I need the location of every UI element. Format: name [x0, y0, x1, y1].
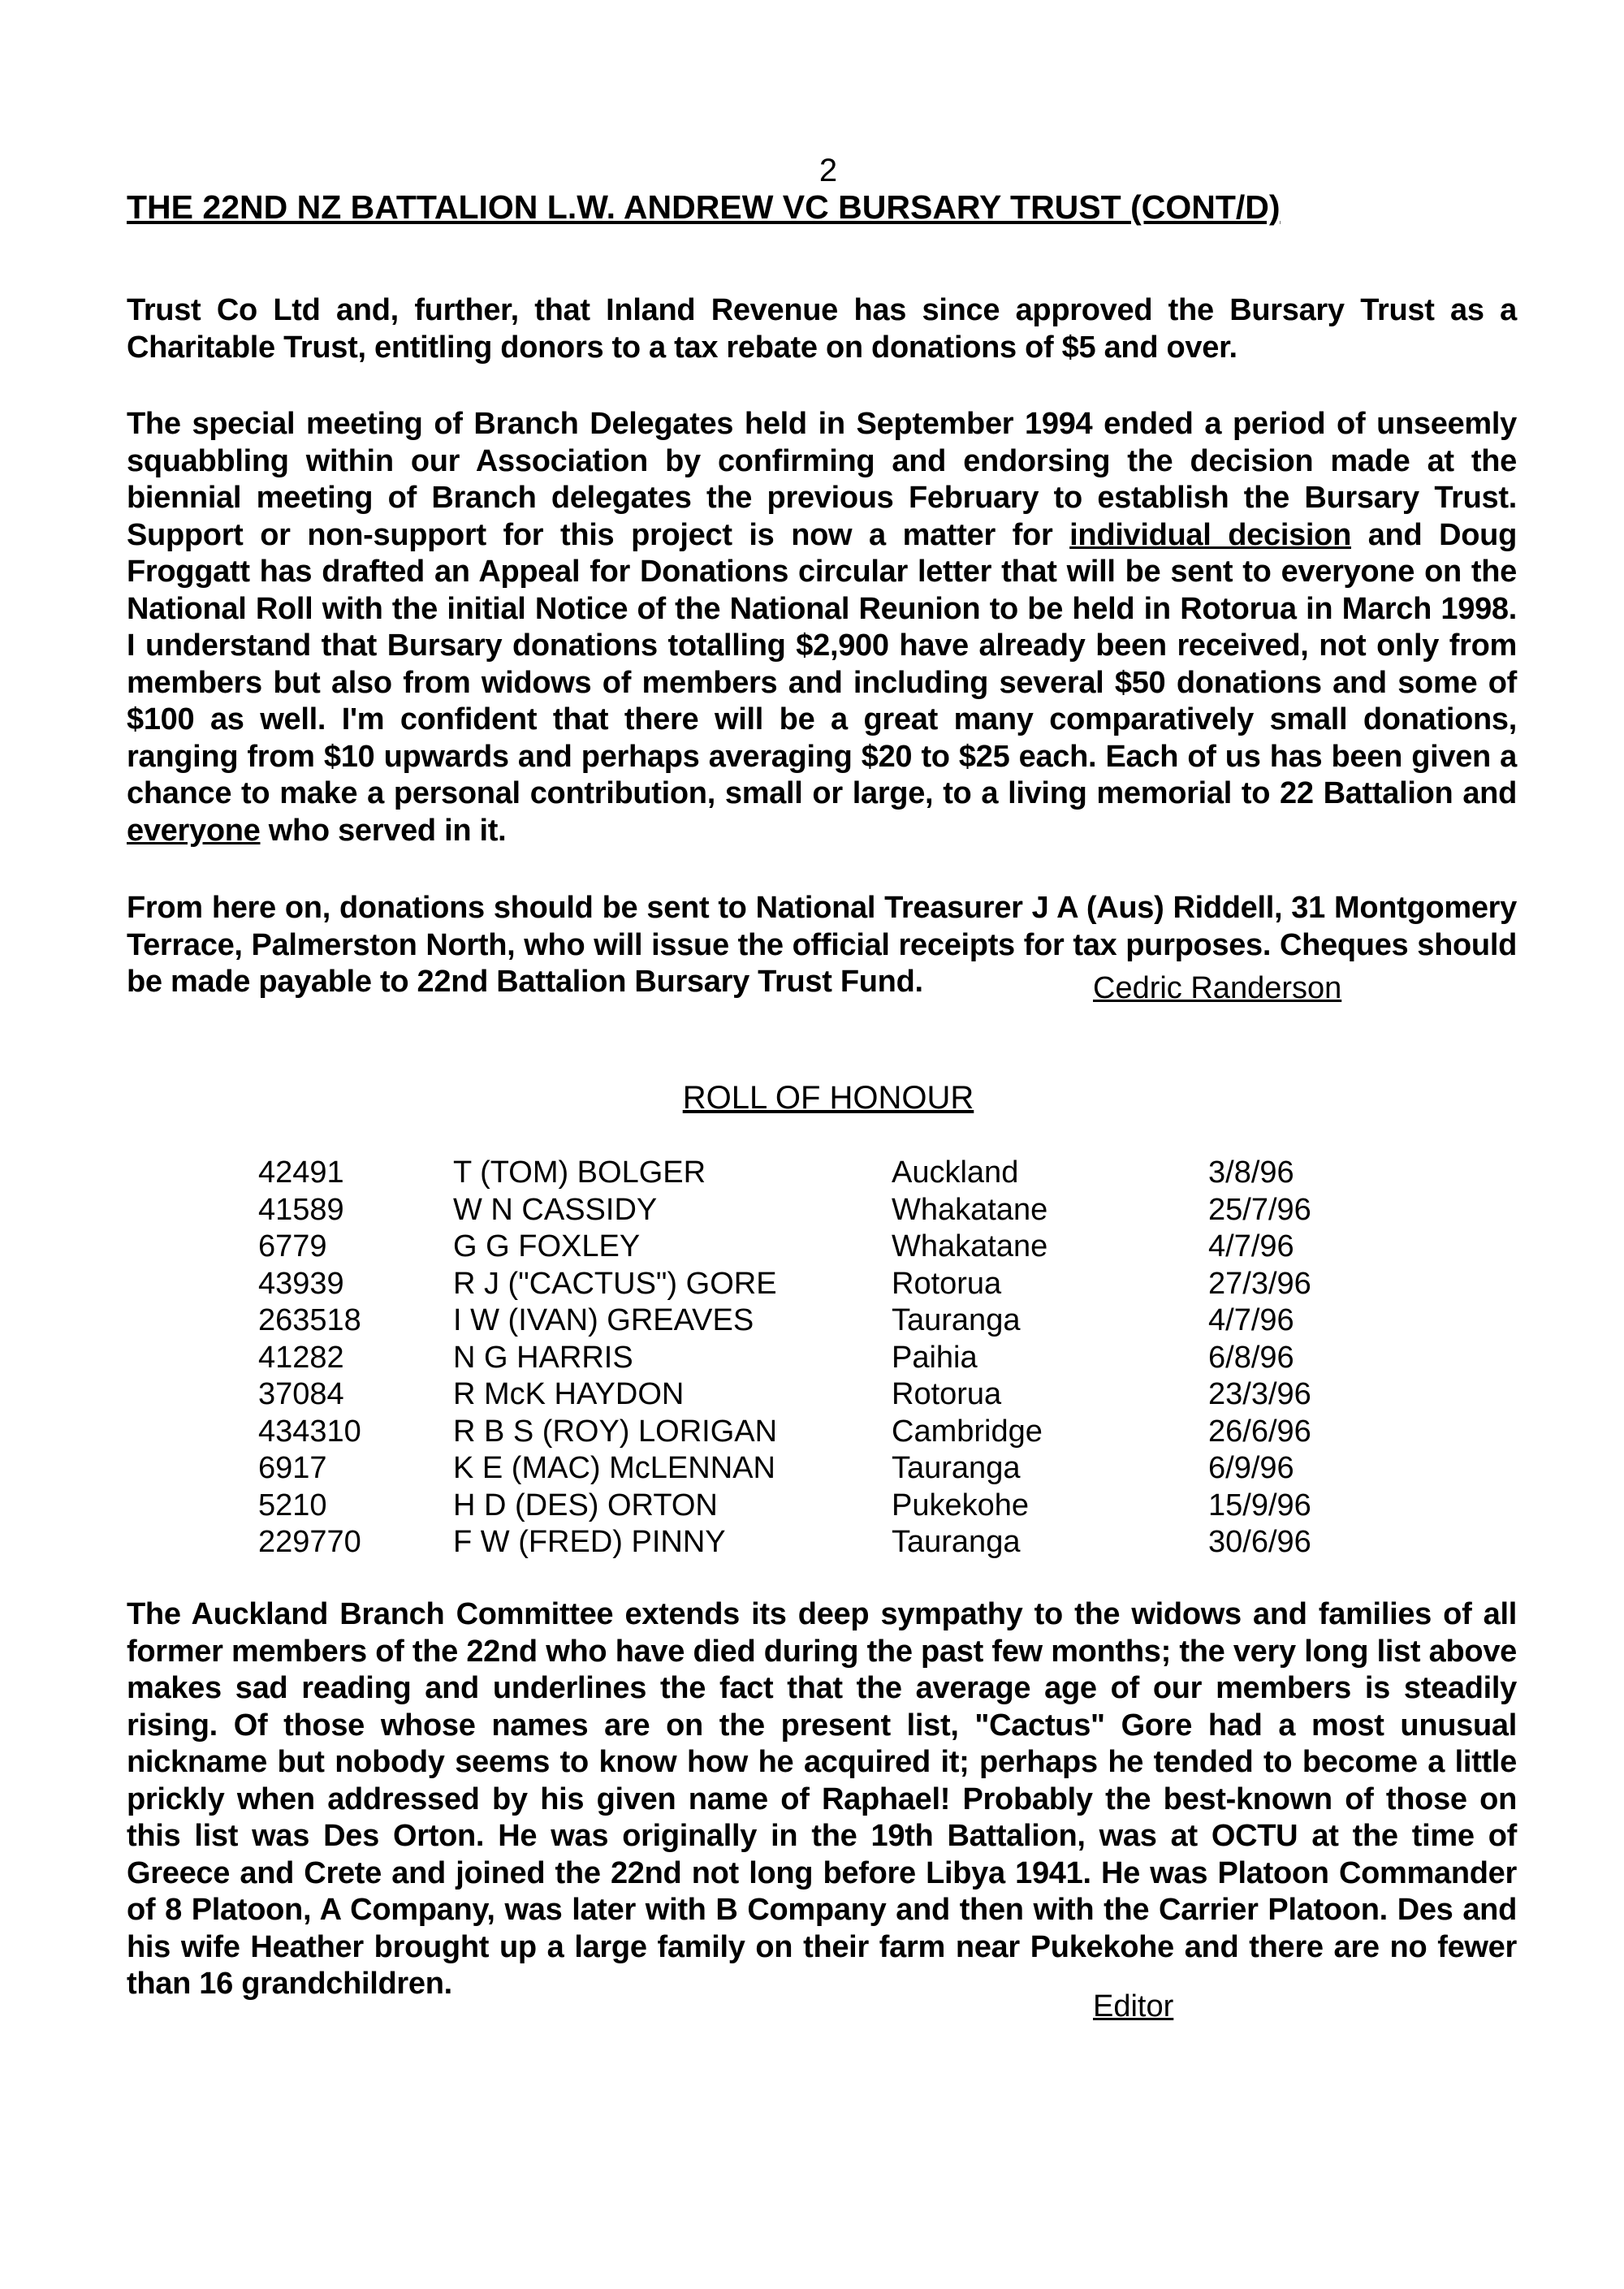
roll-date: 3/8/96: [1208, 1155, 1294, 1190]
roll-place: Rotorua: [892, 1266, 1002, 1301]
roll-place: Whakatane: [892, 1192, 1048, 1227]
emphasis-individual-decision: individual decision: [1069, 517, 1351, 552]
roll-number: 41589: [258, 1192, 344, 1227]
roll-name: R B S (ROY) LORIGAN: [453, 1414, 778, 1449]
roll-date: 26/6/96: [1208, 1414, 1311, 1449]
table-row: [258, 1229, 1371, 1266]
roll-date: 27/3/96: [1208, 1266, 1311, 1301]
roll-place: Tauranga: [892, 1525, 1021, 1559]
roll-number: 6917: [258, 1451, 327, 1485]
roll-number: 6779: [258, 1229, 327, 1263]
roll-number: 5210: [258, 1488, 327, 1522]
roll-place: Tauranga: [892, 1451, 1021, 1485]
roll-place: Cambridge: [892, 1414, 1043, 1449]
roll-number: 43939: [258, 1266, 344, 1301]
paragraph-donations: From here on, donations should be sent to National Treasurer J A (Aus) Riddell, 31 Montgomery Terrace, Palmerston North, who will issue the official receipts for tax purposes. Cheques should be made payable to 22nd Battalion Bursary Trust Fund.: [127, 891, 1517, 999]
table-row: [258, 1524, 1371, 1561]
roll-number: 434310: [258, 1414, 361, 1449]
roll-name: N G HARRIS: [453, 1340, 633, 1375]
paragraph-sympathy: The Auckland Branch Committee extends its deep sympathy to the widows and families of all former members of the 22nd who have died during the past few months; the very long list above makes sad reading and underlines the fact that the average age of our members is steadily rising. Of those whose names are on the present list, "Cactus" Gore had a most unusual nickname but nobody seems to know how he acquired it; perhaps he tended to become a little prickly when addressed by his given name of Raphael! Probably the best-known of those on this list was Des Orton. He was originally in the 19th Battalion, was at OCTU at the time of Greece and Crete and joined the 22nd not long before Libya 1941. He was Platoon Commander of 8 Platoon, A Company, was later with B Company and then with the Carrier Platoon. Des and his wife Heather brought up a large family on their farm near Pukekohe and there are no fewer than 16 grandchildren.: [127, 1597, 1517, 2001]
roll-name: W N CASSIDY: [453, 1192, 658, 1227]
table-row: [258, 1340, 1371, 1377]
roll-name: K E (MAC) McLENNAN: [453, 1451, 775, 1485]
table-row: [258, 1192, 1371, 1229]
paragraph-text: The special meeting of Branch Delegates held in September 1994 ended a period of unseemly squabbling within our Association by confirming and endorsing the decision made at the biennial meeting of Branch delegates the previous February to establish the Bursary Trust. Support or non-support for this project is now a matter for: [127, 407, 1517, 552]
roll-date: 6/8/96: [1208, 1340, 1294, 1375]
paragraph-special-meeting: [127, 406, 1517, 849]
roll-date: 6/9/96: [1208, 1451, 1294, 1485]
roll-place: Pukekohe: [892, 1488, 1030, 1522]
signature-cedric-randerson: Cedric Randerson: [1093, 971, 1342, 1005]
roll-name: R McK HAYDON: [453, 1377, 685, 1411]
table-row: [258, 1302, 1371, 1340]
table-row: [258, 1376, 1371, 1414]
table-row: [258, 1155, 1371, 1192]
roll-date: 4/7/96: [1208, 1229, 1294, 1263]
roll-name: H D (DES) ORTON: [453, 1488, 718, 1522]
roll-date: 15/9/96: [1208, 1488, 1311, 1522]
roll-number: 263518: [258, 1303, 361, 1337]
roll-place: Tauranga: [892, 1303, 1021, 1337]
article-heading: THE 22ND NZ BATTALION L.W. ANDREW VC BURSARY TRUST (CONT/D): [127, 188, 1281, 226]
page-number: 2: [818, 153, 838, 188]
roll-name: F W (FRED) PINNY: [453, 1525, 726, 1559]
table-row: [258, 1414, 1371, 1451]
roll-place: Whakatane: [892, 1229, 1048, 1263]
roll-number: 41282: [258, 1340, 344, 1375]
roll-of-honour-table: [258, 1155, 1371, 1561]
roll-place: Paihia: [892, 1340, 978, 1375]
roll-date: 23/3/96: [1208, 1377, 1311, 1411]
roll-number: 37084: [258, 1377, 344, 1411]
paragraph-trust-approval: Trust Co Ltd and, further, that Inland Revenue has since approved the Bursary Trust as a Charitable Trust, entitling donors to a tax rebate on donations of $5 and over.: [127, 293, 1517, 365]
roll-number: 229770: [258, 1525, 361, 1559]
table-row: [258, 1266, 1371, 1303]
roll-date: 30/6/96: [1208, 1525, 1311, 1559]
emphasis-everyone: everyone: [127, 813, 261, 848]
roll-of-honour-title: ROLL OF HONOUR: [682, 1080, 974, 1116]
roll-name: I W (IVAN) GREAVES: [453, 1303, 754, 1337]
roll-name: G G FOXLEY: [453, 1229, 641, 1263]
roll-date: 25/7/96: [1208, 1192, 1311, 1227]
paragraph-text: who served in it.: [260, 813, 507, 848]
table-row: [258, 1450, 1371, 1488]
table-row: [258, 1488, 1371, 1525]
roll-place: Auckland: [892, 1155, 1019, 1190]
roll-date: 4/7/96: [1208, 1303, 1294, 1337]
roll-name: R J ("CACTUS") GORE: [453, 1266, 777, 1301]
signature-editor: Editor: [1093, 1989, 1174, 2023]
roll-place: Rotorua: [892, 1377, 1002, 1411]
roll-name: T (TOM) BOLGER: [453, 1155, 706, 1190]
roll-number: 42491: [258, 1155, 344, 1190]
paragraph-text: and Doug Froggatt has drafted an Appeal for Donations circular letter that will be sent to everyone on the National Roll with the initial Notice of the National Reunion to be held in Rotorua in March 1998. I understand that Bursary donations totalling $2,900 have already been received, not only from members but also from widows of members and including several $50 donations and some of $100 as well. I'm confident that there will be a great many comparatively small donations, ranging from $10 upwards and perhaps averaging $20 to $25 each. Each of us has been given a chance to make a personal contribution, small or large, to a living memorial to 22 Battalion and: [127, 517, 1517, 810]
